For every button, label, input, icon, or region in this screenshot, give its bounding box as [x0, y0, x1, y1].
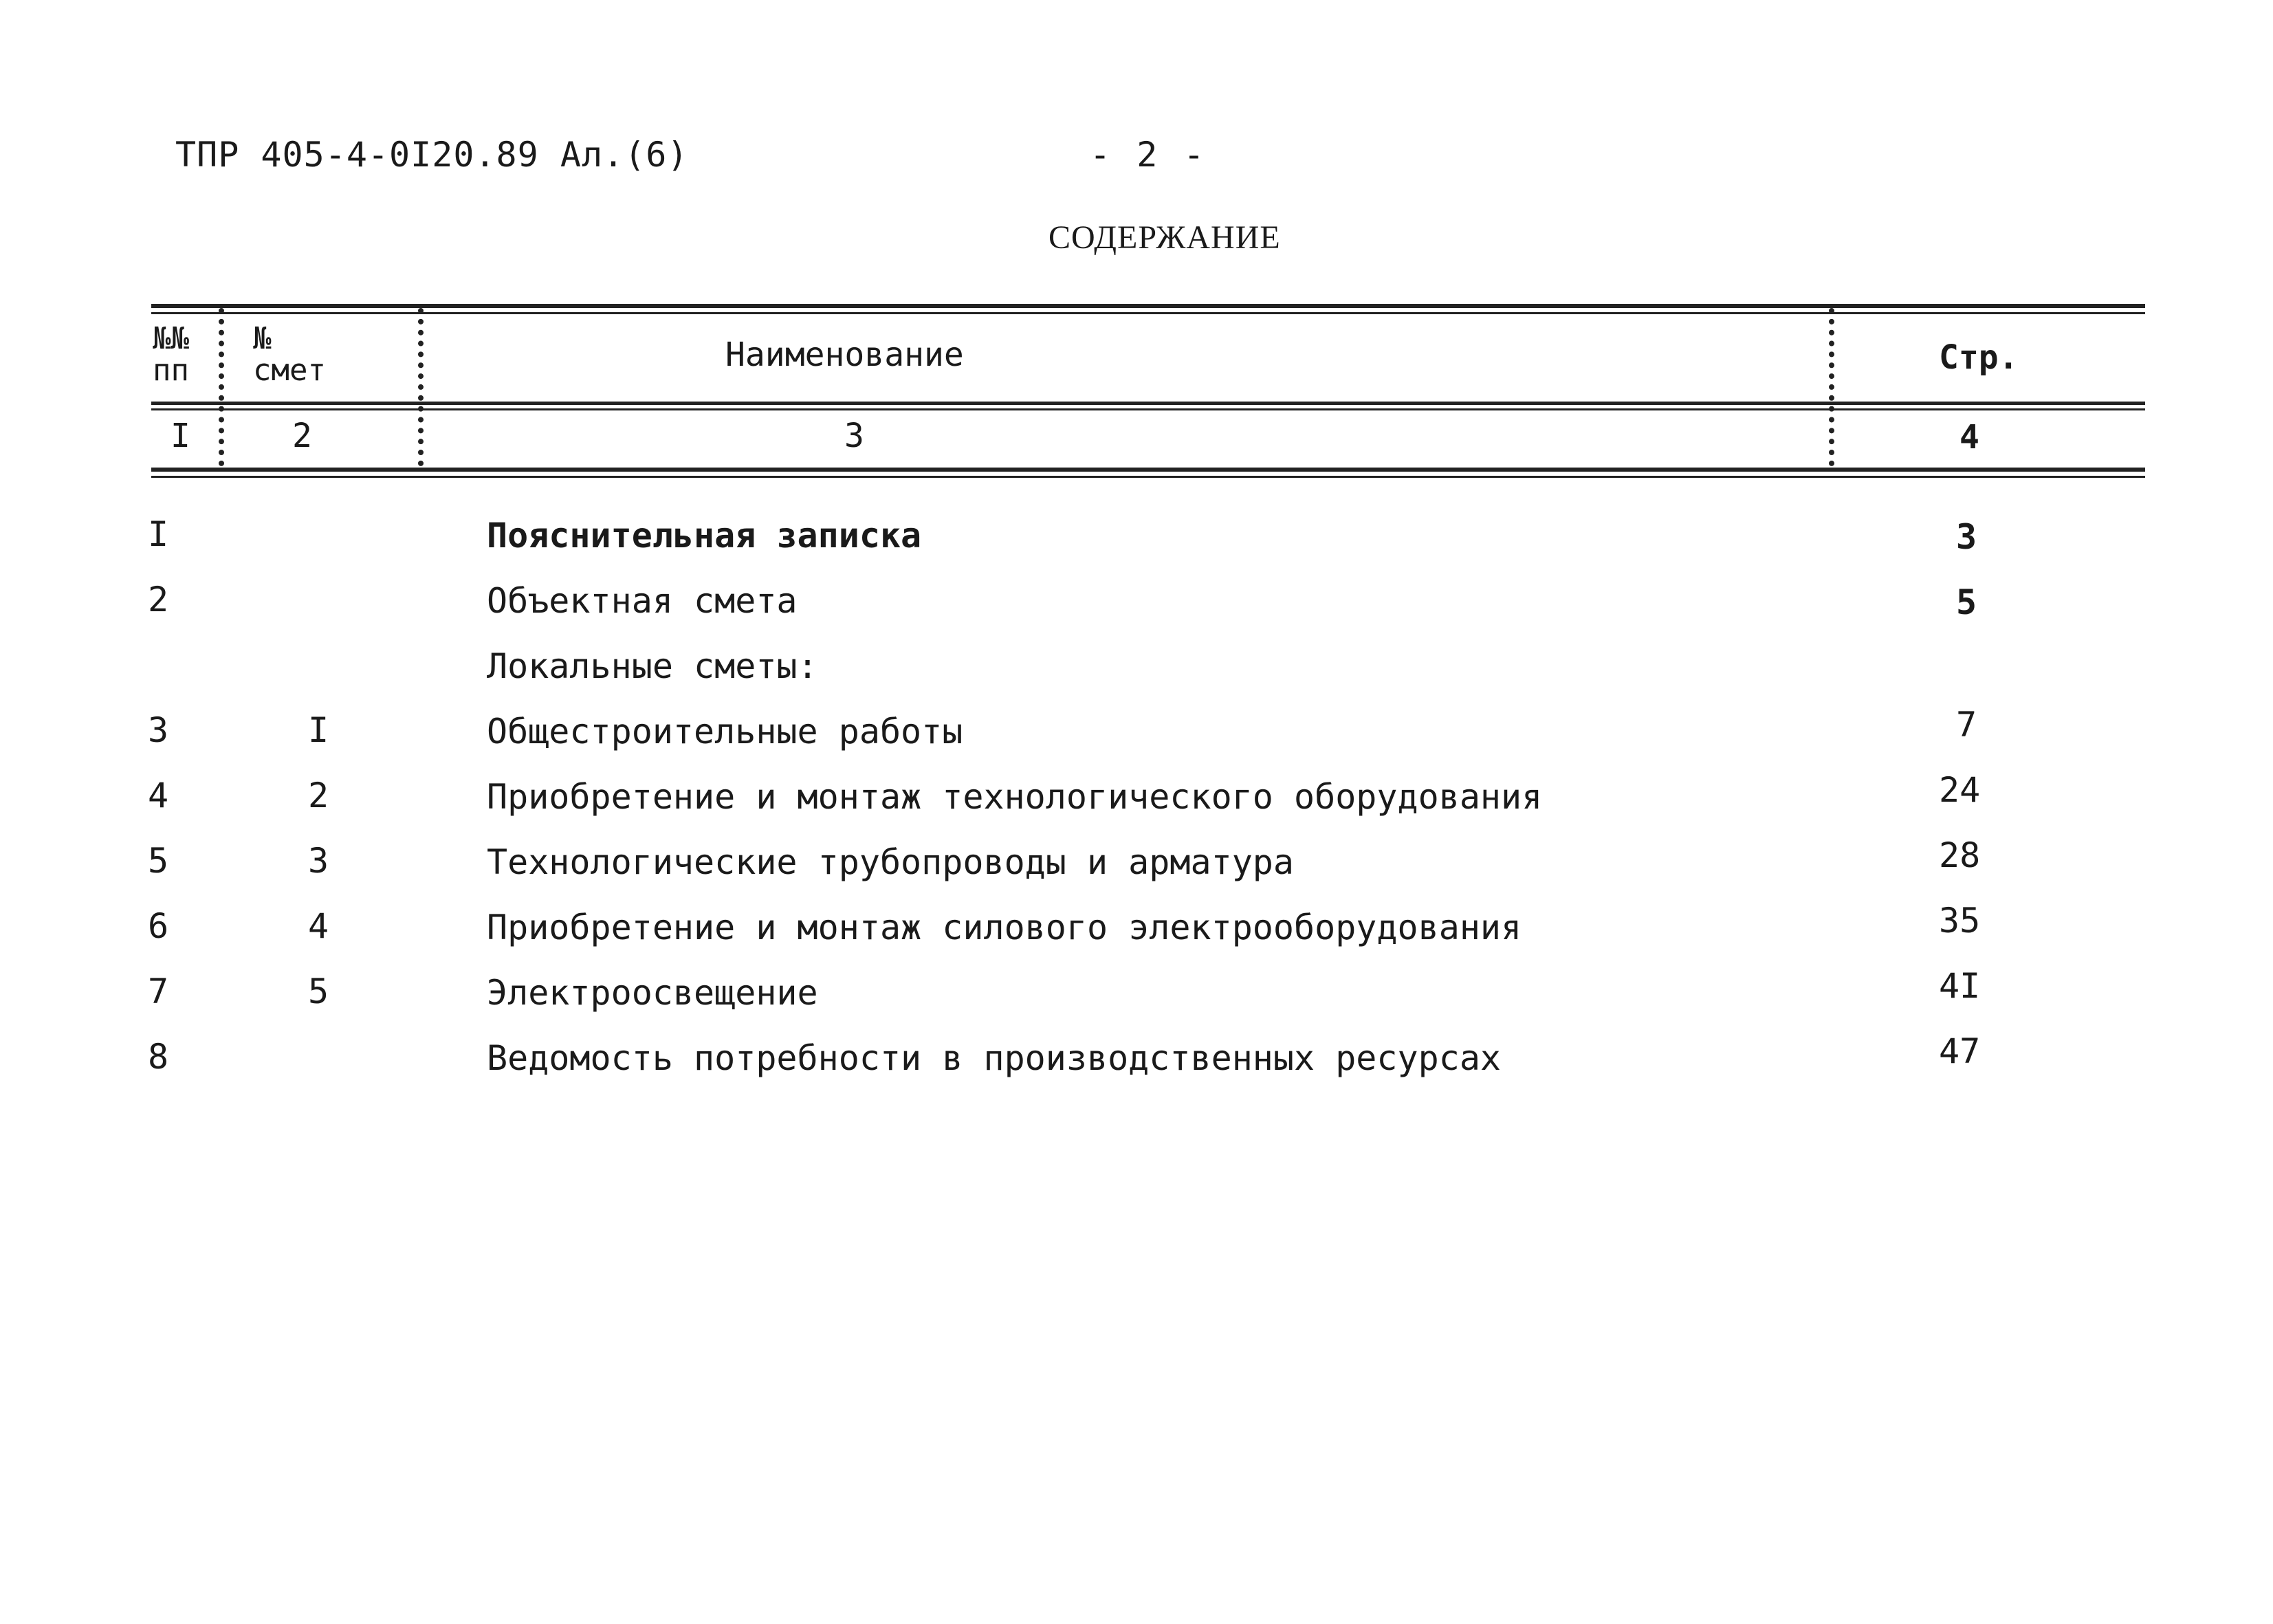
row-smeta: 5	[308, 972, 329, 1011]
row-name: Приобретение и монтаж технологического оборудования	[487, 777, 1543, 817]
row-page: 35	[1939, 901, 1981, 941]
row-pp: I	[148, 514, 169, 554]
column-header-pp-line2: пп	[153, 353, 189, 388]
row-pp: 8	[148, 1037, 169, 1077]
row-pp: 7	[148, 972, 169, 1011]
row-name: Общестроительные работы	[487, 712, 963, 751]
row-page: 5	[1956, 582, 1977, 622]
column-divider-3	[1829, 308, 1834, 466]
document-code: ТПР 405-4-0I20.89 Ал.(6)	[175, 135, 689, 175]
page-number: - 2 -	[1090, 135, 1207, 175]
column-header-smeta	[253, 323, 326, 386]
column-number-3: 3	[844, 417, 864, 455]
header-separator-rule-inner	[151, 408, 2145, 410]
row-smeta: 3	[308, 841, 329, 881]
column-number-1: I	[171, 417, 190, 455]
row-pp: 5	[148, 841, 169, 881]
row-page: 7	[1956, 705, 1977, 745]
row-pp: 4	[148, 776, 169, 815]
table-top-rule-inner	[151, 312, 2145, 314]
section-heading: Локальные сметы:	[487, 646, 818, 686]
page-title: СОДЕРЖАНИЕ	[1048, 219, 1281, 256]
row-smeta: 4	[308, 906, 329, 946]
column-divider-2	[418, 308, 424, 466]
row-pp: 3	[148, 710, 169, 750]
row-page: 28	[1939, 835, 1981, 875]
row-page: 24	[1939, 770, 1981, 810]
row-name: Ведомость потребности в производственных ресурсах	[487, 1038, 1502, 1078]
column-header-name: Наименование	[725, 336, 964, 374]
column-number-4: 4	[1959, 418, 1979, 457]
row-name: Пояснительная записка	[487, 516, 922, 556]
row-name: Электроосвещение	[487, 973, 818, 1013]
table-bottom-rule-inner	[151, 476, 2145, 478]
column-header-page: Стр.	[1939, 338, 2019, 377]
column-header-smeta-line1: №	[253, 321, 272, 356]
row-page: 3	[1956, 517, 1977, 557]
row-pp: 6	[148, 906, 169, 946]
row-name: Технологические трубопроводы и арматура	[487, 842, 1294, 882]
column-header-pp	[153, 323, 189, 386]
row-smeta: 2	[308, 776, 329, 815]
table-top-rule	[151, 304, 2145, 308]
header-separator-rule	[151, 402, 2145, 405]
column-number-2: 2	[292, 417, 312, 455]
row-name: Объектная смета	[487, 581, 798, 621]
row-page: 4I	[1939, 966, 1981, 1006]
column-divider-1	[219, 308, 224, 466]
row-pp: 2	[148, 580, 169, 619]
row-page: 47	[1939, 1031, 1981, 1071]
table-bottom-rule	[151, 468, 2145, 472]
column-header-smeta-line2: смет	[253, 353, 326, 388]
column-header-pp-line1: №№	[153, 321, 189, 356]
row-name: Приобретение и монтаж силового электрооборудования	[487, 908, 1522, 947]
row-smeta: I	[308, 710, 329, 750]
